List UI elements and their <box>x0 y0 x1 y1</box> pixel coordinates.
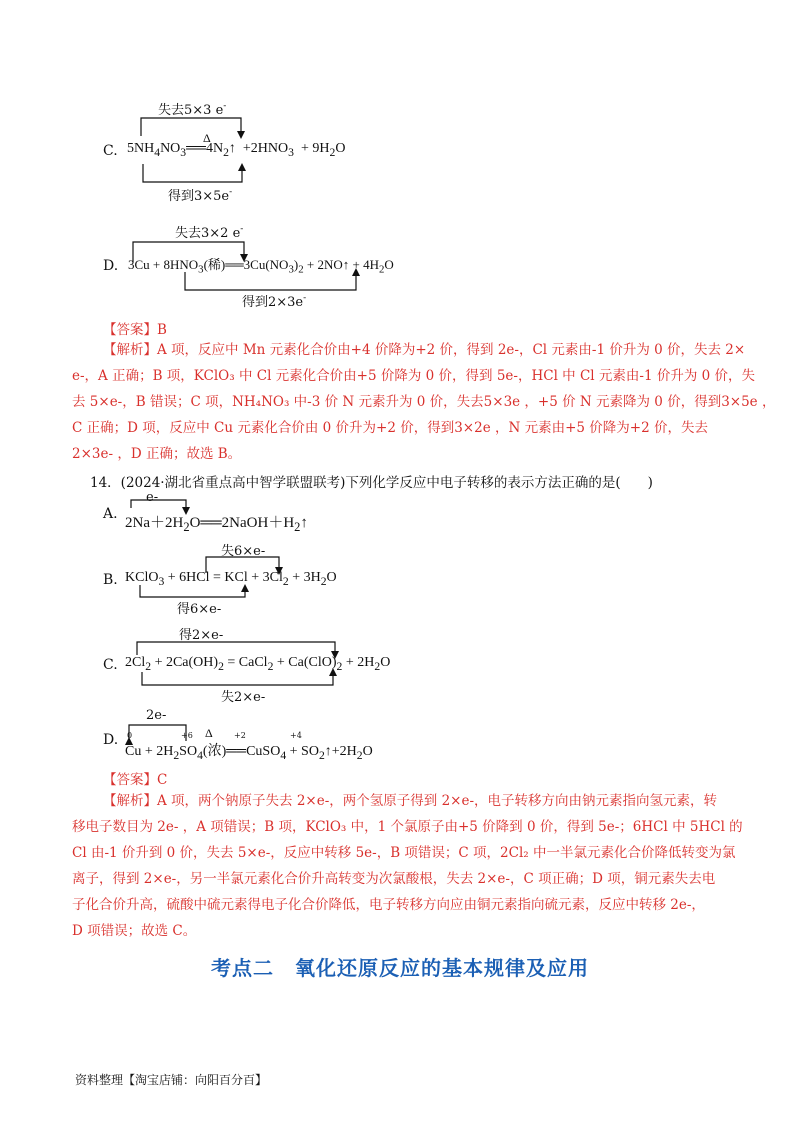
option-c14-lose-label: 失2×e- <box>221 690 266 705</box>
analysis-line: 子化合价升高，硫酸中硫元素得电子化合价降低，电子转移方向应由铜元素指向硫元素，反应中转移 2e-， <box>72 897 705 913</box>
option-c14-gain-label: 得2×e- <box>179 628 224 643</box>
question-14: 14．(2024·湖北省重点高中智学联盟联考)下列化学反应中电子转移的表示方法正确的是( ) <box>90 475 653 491</box>
analysis-line: 2×3e- ，D 正确；故选 B。 <box>72 446 242 462</box>
delta-sign: Δ <box>205 726 213 740</box>
option-d14-letter: D. <box>103 732 119 748</box>
option-b-equation: KClO$_3$ + 6HCl = KCl + $3Cl_2 + 3H_2O$ <box>125 570 337 588</box>
ox-state-cu-product: +2 <box>234 731 246 740</box>
analysis-line: 去 5×e-，B 错误；C 项，NH₄NO₃ 中-3 价 N 元素升为 0 价，失去5×3e ，+5 价 N 元素降为 0 价，得到3×5e ， <box>72 394 776 410</box>
answer-label: 【答案】C <box>103 772 168 788</box>
analysis-line: e-，A 正确；B 项，KClO₃ 中 Cl 元素化合价由+5 价降为 0 价，得到 5e-，HCl 中 Cl 元素由-1 价升为 0 价，失 <box>72 368 756 384</box>
option-b-lose-label: 失6×e- <box>221 544 266 559</box>
option-a-equation: $2Na+2H_2O══2NaOH+H_2↑$ <box>125 515 308 534</box>
analysis-line: 【解析】A 项，反应中 Mn 元素化合价由+4 价降为+2 价，得到 2e-，Cl 元素由-1 价升为 0 价，失去 2× <box>103 342 746 358</box>
option-a-letter: A. <box>103 506 118 522</box>
option-d14-electron-label: 2e- <box>146 708 167 723</box>
footer: 资料整理【淘宝店铺：向阳百分百】 <box>75 1073 268 1087</box>
analysis-line: D 项错误；故选 C。 <box>72 923 197 939</box>
option-c-gain-label: 得到3×5e- <box>168 187 233 204</box>
option-c-letter: C. <box>103 143 118 159</box>
analysis-line: 离子，得到 2×e-，另一半氯元素化合价升高转变为次氯酸根，失去 2×e-，C 项正确；D 项，铜元素失去电 <box>72 871 716 887</box>
option-c14-equation: $2Cl_2 + 2Ca(OH)_2$ = CaCl$_2$ + $Ca(ClO)_2 + 2H_2O$ <box>125 655 391 673</box>
analysis-line: C 正确；D 项，反应中 Cu 元素化合价由 0 价升为+2 价，得到3×2e ，N 元素由+5 价降为+2 价，失去 <box>72 420 708 436</box>
option-d-gain-label: 得到2×3e- <box>242 293 307 310</box>
option-d-letter: D. <box>103 258 119 274</box>
option-d14-equation: $Cu + 2H_2SO_4$(浓)══CuSO$_4$ + $SO_2↑+2H_2O$ <box>125 744 373 762</box>
option-c14-letter: C. <box>103 657 118 673</box>
option-b-gain-label: 得6×e- <box>177 602 222 617</box>
ox-state-s: +6 <box>181 731 193 740</box>
ox-state-s-product: +4 <box>290 731 302 740</box>
analysis-line: 【解析】A 项，两个钠原子失去 2×e-，两个氢原子得到 2×e-，电子转移方向由钠元素指向氢元素，转 <box>103 793 718 809</box>
option-d-lose-label: 失去3×2 e- <box>175 224 244 241</box>
analysis-line: 移电子数目为 2e- ，A 项错误；B 项，KClO₃ 中，1 个氯原子由+5 价降到 0 价，得到 5e-；6HCl 中 5HCl 的 <box>72 819 743 835</box>
section-title: 考点二 氧化还原反应的基本规律及应用 <box>211 956 589 980</box>
option-b-letter: B. <box>103 572 118 588</box>
analysis-line: Cl 由-1 价升到 0 价，失去 5×e-，反应中转移 5e-，B 项错误；C 项，2Cl₂ 中一半氯元素化合价降低转变为氯 <box>72 845 736 861</box>
option-a-electron-label: e- <box>146 490 159 505</box>
option-c-equation: $5NH_4NO_3══4N_2↑ +2HNO_3 + 9H_2O$ <box>127 141 346 159</box>
option-c-lose-label: 失去5×3 e- <box>158 101 227 118</box>
option-d-equation: $3Cu + 8HNO_3$(稀)$══3Cu(NO_3)_2$ + 2NO↑ + $4H_2O$ <box>128 257 394 276</box>
ox-state-cu: 0 <box>127 731 133 740</box>
delta-sign: Δ <box>203 131 211 145</box>
answer-label: 【答案】B <box>103 322 167 338</box>
